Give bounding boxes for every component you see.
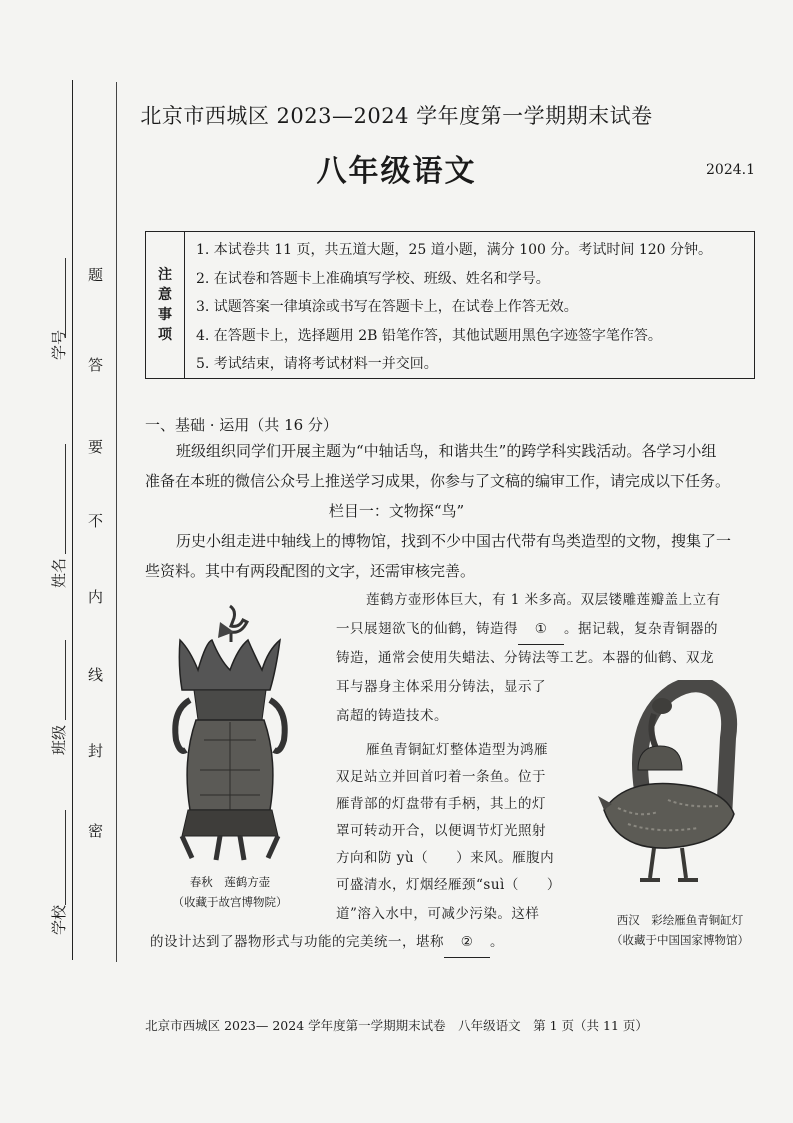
margin-char-mi: 密 xyxy=(88,822,104,840)
notice-label-char: 意 xyxy=(158,287,172,303)
figure-goose-fish-lamp xyxy=(598,680,738,890)
exam-date: 2024.1 xyxy=(706,162,755,178)
passage-b-text: 的设计达到了器物形式与功能的完美统一，堪称 xyxy=(150,934,444,950)
lotus-lid xyxy=(179,640,280,690)
margin-char-bu: 不 xyxy=(88,512,104,530)
passage-a-line: 高超的铸造技术。 xyxy=(336,708,448,724)
notice-item: 3. 试题答案一律填涂或书写在答题卡上，在试卷上作答无效。 xyxy=(196,299,578,315)
passage-a-line xyxy=(336,615,718,645)
passage-b-line: 双足站立并回首叼着一条鱼。位于 xyxy=(336,769,546,785)
notice-item: 5. 考试结束，请将考试材料一并交回。 xyxy=(196,356,438,372)
pot-base xyxy=(182,810,278,836)
margin-char-da: 答 xyxy=(88,356,104,374)
passage-b-line: 可盛清水，灯烟经雁颈“suì（ ） xyxy=(336,877,561,893)
section-heading: 一、基础 · 运用（共 16 分） xyxy=(145,416,338,434)
passage-b-text: 。 xyxy=(490,934,504,950)
margin-char-feng: 封 xyxy=(88,742,104,760)
figure-b-caption-2: （收藏于中国国家博物馆） xyxy=(611,933,749,947)
goose-head xyxy=(652,698,672,714)
paragraph-line: 历史小组走进中轴线上的博物馆，找到不少中国古代带有鸟类造型的文物，搜集了一 xyxy=(176,532,732,550)
notice-box xyxy=(145,231,755,379)
lotus-crane-pot-image xyxy=(160,600,300,868)
notice-item: 4. 在答题卡上，选择题用 2B 铅笔作答，其他试题用黑色字迹签字笔作答。 xyxy=(196,327,662,344)
figure-lotus-crane-pot xyxy=(160,600,300,868)
passage-b-line: 罩可转动开合，以便调节灯光照射 xyxy=(336,823,546,839)
name-label: 姓名 xyxy=(50,557,68,588)
intro-line: 班级组织同学们开展主题为“中轴话鸟，和谐共生”的跨学科实践活动。各学习小组 xyxy=(176,442,717,460)
exam-title: 北京市西城区 2023—2024 学年度第一学期期末试卷 xyxy=(140,104,653,128)
student-id-field[interactable] xyxy=(65,258,66,338)
passage-b-line: 道”溶入水中，可减少污染。这样 xyxy=(336,906,540,922)
figure-a-caption-2: （收藏于故宫博物院） xyxy=(172,895,288,909)
student-id-label: 学号 xyxy=(50,329,68,360)
passage-b-line: 雁背部的灯盘带有手柄，其上的灯 xyxy=(336,796,546,812)
notice-label-char: 注 xyxy=(158,267,172,283)
margin-char-xian: 线 xyxy=(88,666,104,684)
notice-label-char: 项 xyxy=(158,327,172,343)
exam-subtitle: 八年级语文 xyxy=(316,154,477,189)
blank-1[interactable]: ① xyxy=(518,615,564,645)
blank-2[interactable]: ② xyxy=(444,928,490,958)
notice-list xyxy=(196,236,712,379)
goose-fish-lamp-image xyxy=(598,680,738,890)
school-field[interactable] xyxy=(65,810,66,905)
goose-body xyxy=(604,784,734,849)
fish-shape xyxy=(651,714,656,748)
crane-shape xyxy=(230,606,247,642)
class-field[interactable] xyxy=(65,640,66,720)
notice-item: 1. 本试卷共 11 页，共五道大题，25 道小题，满分 100 分。考试时间 120 分钟。 xyxy=(196,242,713,258)
notice-item: 2. 在试卷和答题卡上准确填写学校、班级、姓名和学号。 xyxy=(196,270,550,287)
paragraph-line: 些资料。其中有两段配图的文字，还需审核完善。 xyxy=(145,562,476,580)
passage-b-line xyxy=(150,928,504,958)
page-footer: 北京市西城区 2023— 2024 学年度第一学期期末试卷 八年级语文 第 1 页（共 11 页） xyxy=(145,1018,648,1033)
figure-b-caption-1: 西汉 彩绘雁鱼青铜缸灯 xyxy=(616,913,744,927)
passage-a-line: 莲鹤方壶形体巨大，有 1 米多高。双层镂雕莲瓣盖上立有 xyxy=(366,592,721,608)
passage-a-text: 一只展翅欲飞的仙鹤，铸造得 xyxy=(336,621,518,637)
school-label: 学校 xyxy=(50,904,68,935)
passage-b-line: 方向和防 yù（ ）来风。雁腹内 xyxy=(336,850,555,866)
intro-line: 准备在本班的微信公众号上推送学习成果，你参与了文稿的编审工作，请完成以下任务。 xyxy=(145,472,731,490)
goose-legs xyxy=(650,848,686,878)
notice-label-char: 事 xyxy=(158,307,172,323)
passage-a-text: 。据记载，复杂青铜器的 xyxy=(564,621,718,637)
class-label: 班级 xyxy=(50,724,68,755)
passage-a-line: 耳与器身主体采用分铸法，显示了 xyxy=(336,679,546,695)
margin-char-ti: 题 xyxy=(88,266,104,284)
passage-a-line: 铸造，通常会使用失蜡法、分铸法等工艺。本器的仙鹤、双龙 xyxy=(336,650,714,666)
column-title: 栏目一：文物探“鸟” xyxy=(328,502,465,520)
dragon-ear-right xyxy=(270,700,285,751)
notice-label xyxy=(146,232,185,378)
dragon-ear-left xyxy=(175,700,190,751)
margin-char-nei: 内 xyxy=(88,588,104,606)
passage-b-line: 雁鱼青铜缸灯整体造型为鸿雁 xyxy=(366,742,548,758)
figure-a-caption-1: 春秋 莲鹤方壶 xyxy=(189,875,271,889)
margin-char-yao: 要 xyxy=(88,438,104,456)
pot-feet xyxy=(182,836,278,860)
pot-neck xyxy=(194,690,266,720)
